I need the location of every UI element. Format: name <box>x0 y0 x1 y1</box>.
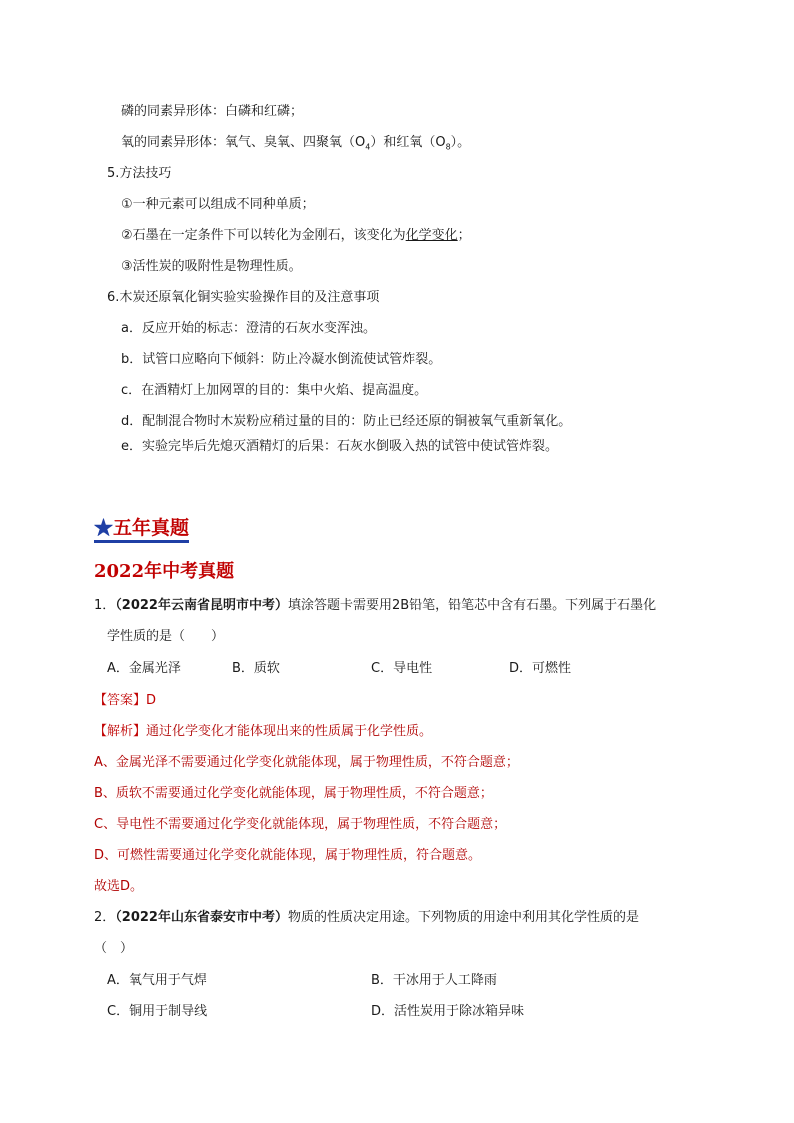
q1-stem-line-2: 学性质的是（ ） <box>107 629 225 644</box>
q1-option-b: B．质软 <box>232 661 280 676</box>
experiment-item-e: e．实验完毕后先熄灭酒精灯的后果：石灰水倒吸入热的试管中使试管炸裂。 <box>121 439 558 454</box>
oxygen-mid: ）和红氧（O <box>370 135 446 150</box>
q1-analysis-intro <box>94 723 432 741</box>
section-title <box>94 513 189 540</box>
q2-option-c: C．铜用于制导线 <box>107 1004 208 1019</box>
q1-answer <box>94 692 156 710</box>
q1-answer-value: D <box>146 693 157 708</box>
q2-number: 2． <box>94 910 116 925</box>
tips-item-1: ①一种元素可以组成不同种单质； <box>121 197 315 212</box>
q1-answer-label: 【答案】 <box>94 693 147 708</box>
experiment-item-d: d．配制混合物时木炭粉应稍过量的目的：防止已经还原的铜被氧气重新氧化。 <box>121 414 572 429</box>
q2-stem-text: 物质的性质决定用途。下列物质的用途中利用其化学性质的是 <box>287 910 639 925</box>
q2-stem-line-2: （ ） <box>94 941 134 956</box>
q2-source: （2022年山东省泰安市中考） <box>115 910 288 925</box>
oxygen-sub-4: 4 <box>365 142 371 152</box>
tips-item-2-underlined: 化学变化 <box>405 228 458 243</box>
q1-source: （2022年云南省昆明市中考） <box>115 598 288 613</box>
experiment-item-b: b．试管口应略向下倾斜：防止冷凝水倒流使试管炸裂。 <box>121 352 442 367</box>
oxygen-prefix: 氧的同素异形体：氧气、臭氧、四聚氧（O <box>121 135 366 150</box>
q1-option-d: D．可燃性 <box>509 661 572 676</box>
q1-analysis-b: B、质软不需要通过化学变化就能体现，属于物理性质，不符合题意； <box>94 786 493 801</box>
q1-option-c: C．导电性 <box>371 661 433 676</box>
tips-item-3: ③活性炭的吸附性是物理性质。 <box>121 259 302 274</box>
q1-analysis-intro-text: 通过化学变化才能体现出来的性质属于化学性质。 <box>146 724 433 739</box>
experiment-item-c: c．在酒精灯上加网罩的目的：集中火焰、提高温度。 <box>121 383 428 398</box>
q2-stem-line-1 <box>94 909 639 927</box>
q1-stem-text: 填涂答题卡需要用2B铅笔，铅笔芯中含有石墨。下列属于石墨化 <box>287 598 657 613</box>
oxygen-line <box>121 134 470 157</box>
q1-stem-line-1 <box>94 597 656 615</box>
q2-option-a: A．氧气用于气焊 <box>107 973 207 988</box>
q2-option-d: D．活性炭用于除冰箱异味 <box>371 1004 525 1019</box>
q1-number: 1． <box>94 598 116 613</box>
tips-heading: 5.方法技巧 <box>107 166 172 181</box>
q1-analysis-c: C、导电性不需要通过化学变化就能体现，属于物理性质，不符合题意； <box>94 817 507 832</box>
q1-option-a: A．金属光泽 <box>107 661 181 676</box>
phosphorus-line: 磷的同素异形体：白磷和红磷； <box>121 104 304 119</box>
tips-item-2 <box>121 227 471 245</box>
experiment-item-a: a．反应开始的标志：澄清的石灰水变浑浊。 <box>121 321 376 336</box>
q1-analysis-a: A、金属光泽不需要通过化学变化就能体现，属于物理性质，不符合题意； <box>94 755 519 770</box>
section-title-text: 五年真题 <box>113 517 190 539</box>
section-title-underline <box>94 540 189 543</box>
tips-item-2-suffix: ； <box>457 228 471 243</box>
star-icon: ★ <box>94 517 114 539</box>
oxygen-sub-8: 8 <box>445 142 451 152</box>
year-heading: 2022年中考真题 <box>94 561 235 582</box>
q1-analysis-d: D、可燃性需要通过化学变化就能体现，属于物理性质，符合题意。 <box>94 848 482 863</box>
q1-conclusion: 故选D。 <box>94 879 144 894</box>
experiment-heading: 6.木炭还原氧化铜实验实验操作目的及注意事项 <box>107 290 380 305</box>
oxygen-suffix: ）。 <box>450 135 471 150</box>
tips-item-2-prefix: ②石墨在一定条件下可以转化为金刚石，该变化为 <box>121 228 406 243</box>
q1-analysis-label: 【解析】 <box>94 724 147 739</box>
q2-option-b: B．干冰用于人工降雨 <box>371 973 497 988</box>
